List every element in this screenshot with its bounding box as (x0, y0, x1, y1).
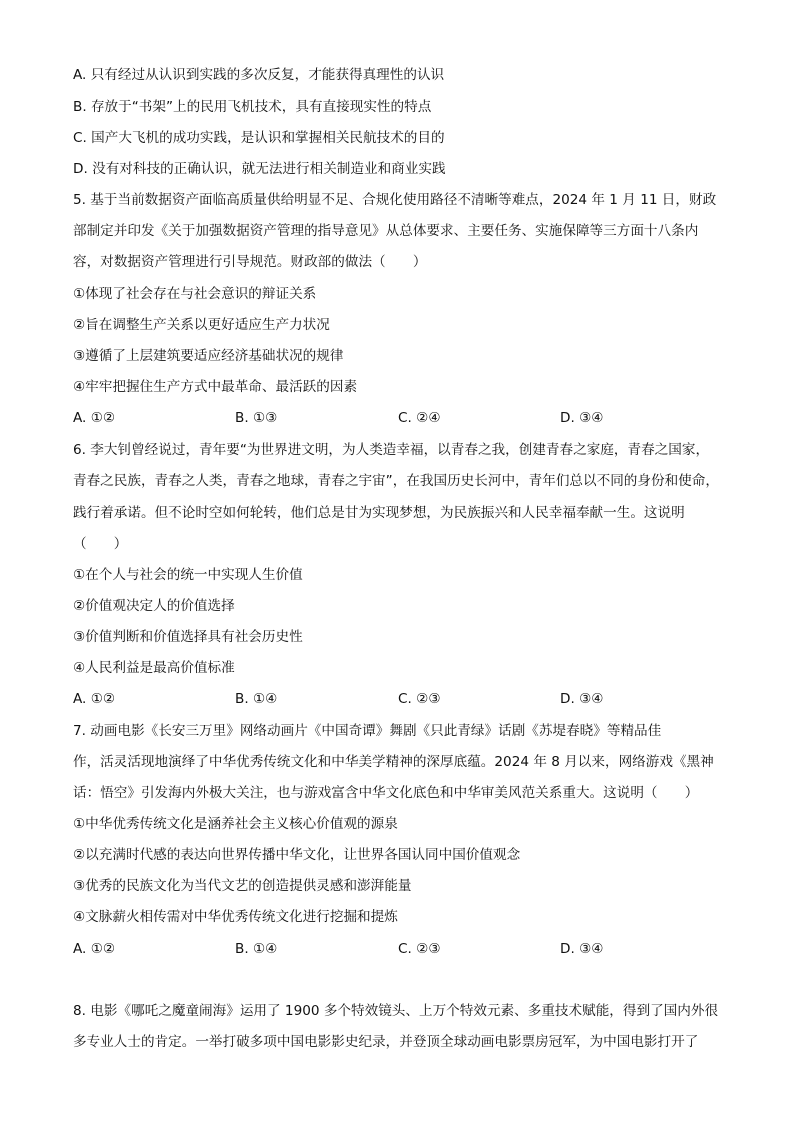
q6-item: ④人民利益是最高价值标准 (73, 660, 235, 676)
q7-item: ①中华优秀传统文化是涵养社会主义核心价值观的源泉 (73, 816, 398, 832)
q5-choice-c: C. ②④ (398, 410, 441, 426)
q6-choice-b: B. ①④ (235, 691, 278, 707)
q5-item: ④牢牢把握住生产方式中最革命、最活跃的因素 (73, 379, 358, 395)
q4-option-b: B. 存放于“书架”上的民用飞机技术，具有直接现实性的特点 (73, 99, 432, 115)
q7-choice-c: C. ②③ (398, 941, 441, 957)
q6-stem-line: 践行着承诺。但不论时空如何轮转，他们总是甘为实现梦想，为民族振兴和人民幸福奉献一生。这说明 (73, 505, 685, 521)
q5-choice-b: B. ①③ (235, 410, 278, 426)
q4-option-d: D. 没有对科技的正确认识，就无法进行相关制造业和商业实践 (73, 161, 446, 177)
q6-stem-line: 青春之民族，青春之人类，青春之地球，青春之宇宙”，在我国历史长河中，青年们总以不同的身份和使命， (73, 473, 719, 489)
q7-item: ③优秀的民族文化为当代文艺的创造提供灵感和澎湃能量 (73, 878, 412, 894)
q6-stem-line: 6. 李大钊曾经说过，青年要“为世界进文明，为人类造幸福，以青春之我，创建青春之家庭，青春之国家， (73, 442, 710, 458)
q8-stem-line: 8. 电影《哪吒之魔童闹海》运用了 1900 多个特效镜头、上万个特效元素、多重技术赋能，得到了国内外很 (73, 1003, 719, 1019)
q7-choice-a: A. ①② (73, 941, 116, 957)
q8-stem-line: 多专业人士的肯定。一举打破多项中国电影影史纪录，并登顶全球动画电影票房冠军，为中国电影打开了 (73, 1034, 699, 1050)
q6-item: ①在个人与社会的统一中实现人生价值 (73, 567, 303, 583)
q5-choice-d: D. ③④ (560, 410, 604, 426)
q7-choice-b: B. ①④ (235, 941, 278, 957)
q7-choice-d: D. ③④ (560, 941, 604, 957)
q5-choices (73, 409, 733, 427)
q5-stem-line: 5. 基于当前数据资产面临高质量供给明显不足、合规化使用路径不清晰等难点，2024 年 1 月 11 日，财政 (73, 192, 717, 208)
q6-choices (73, 690, 733, 708)
q5-item: ②旨在调整生产关系以更好适应生产力状况 (73, 317, 330, 333)
q7-stem-line: 7. 动画电影《长安三万里》网络动画片《中国奇谭》舞剧《只此青绿》话剧《苏堤春晓》等精品佳 (73, 723, 662, 739)
q5-item: ③遵循了上层建筑要适应经济基础状况的规律 (73, 348, 344, 364)
q6-choice-d: D. ③④ (560, 691, 604, 707)
q7-item: ④文脉薪火相传需对中华优秀传统文化进行挖掘和提炼 (73, 909, 398, 925)
q5-stem-line: 部制定并印发《关于加强数据资产管理的指导意见》从总体要求、主要任务、实施保障等三方面十八条内 (73, 223, 699, 239)
q5-choice-a: A. ①② (73, 410, 116, 426)
q6-choice-a: A. ①② (73, 691, 116, 707)
q4-option-c: C. 国产大飞机的成功实践，是认识和掌握相关民航技术的目的 (73, 130, 445, 146)
q7-stem-line: 作，活灵活现地演绎了中华优秀传统文化和中华美学精神的深厚底蕴。2024 年 8 月以来，网络游戏《黑神 (73, 754, 714, 770)
q4-option-a: A. 只有经过从认识到实践的多次反复，才能获得真理性的认识 (73, 67, 445, 83)
q6-item: ②价值观决定人的价值选择 (73, 598, 235, 614)
q6-stem-line: （ ） (73, 536, 128, 552)
q5-stem-line: 容，对数据资产管理进行引导规范。财政部的做法（ ） (73, 254, 427, 270)
q7-stem-line: 话：悟空》引发海内外极大关注，也与游戏富含中华文化底色和中华审美风范关系重大。这说明（ ） (73, 785, 699, 801)
q6-item: ③价值判断和价值选择具有社会历史性 (73, 629, 303, 645)
q6-choice-c: C. ②③ (398, 691, 441, 707)
q7-item: ②以充满时代感的表达向世界传播中华文化，让世界各国认同中国价值观念 (73, 847, 521, 863)
q7-choices (73, 940, 733, 958)
q5-item: ①体现了社会存在与社会意识的辩证关系 (73, 286, 317, 302)
